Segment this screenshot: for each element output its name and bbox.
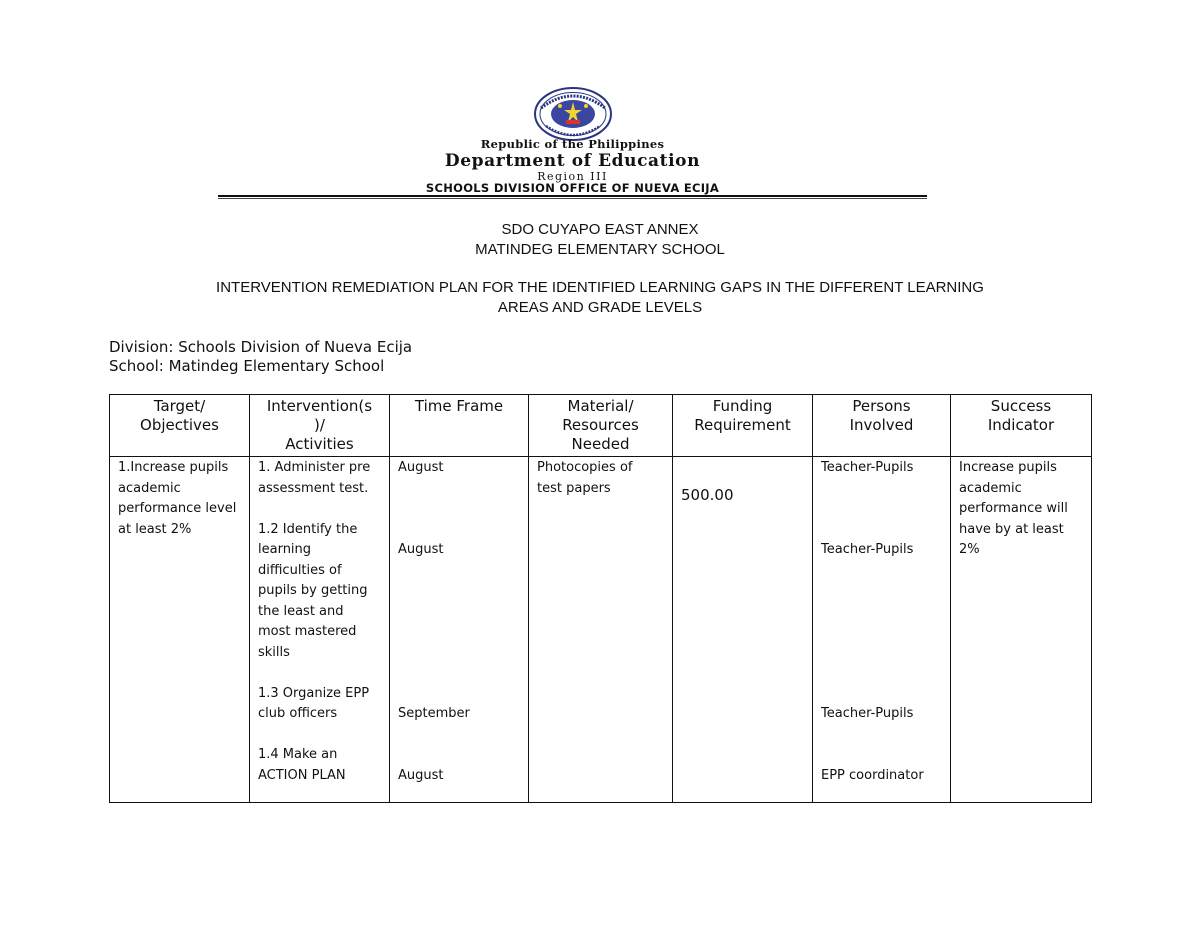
cell-activities [250, 457, 390, 803]
header-persons-involved: Persons Involved [813, 395, 951, 457]
cell-objective: 1.Increase pupils academic performance level at least 2% [110, 457, 250, 803]
intervention-plan-table [109, 394, 1092, 803]
header-success-indicator: Success Indicator [951, 395, 1092, 457]
letterhead-department: Department of Education [444, 151, 701, 171]
plan-title-line-2: AREAS AND GRADE LEVELS [497, 299, 703, 316]
cell-success-indicator: Increase pupils academic performance will have by at least 2% [951, 457, 1092, 803]
deped-seal-icon [532, 86, 614, 142]
division-info: Division: Schools Division of Nueva Ecija [109, 338, 413, 356]
letterhead-office: SCHOOLS DIVISION OFFICE OF NUEVA ECIJA [425, 181, 720, 195]
funding-amount: 500.00 [681, 486, 734, 504]
letterhead-republic: Republic of the Philippines [480, 137, 665, 151]
letterhead-divider [218, 195, 927, 197]
district-name: SDO CUYAPO EAST ANNEX [501, 221, 699, 238]
header-target-objectives: Target/ Objectives [110, 395, 250, 457]
activity-3: 1.3 Organize EPP club officers [258, 685, 370, 721]
header-interventions: Intervention(s )/ Activities [250, 395, 390, 457]
plan-title-line-1: INTERVENTION REMEDIATION PLAN FOR THE IDENTIFIED LEARNING GAPS IN THE DIFFERENT LEARNING [216, 279, 984, 296]
cell-persons: Teacher-Pupils Teacher-Pupils Teacher-Pupils EPP coordinator [813, 457, 951, 803]
cell-materials: Photocopies of test papers [529, 457, 673, 803]
cell-time-frame: August August September August [390, 457, 529, 803]
activity-4: 1.4 Make an ACTION PLAN [258, 747, 346, 783]
header-time-frame: Time Frame [390, 395, 529, 457]
school-info: School: Matindeg Elementary School [109, 357, 385, 375]
letterhead-divider-thin [218, 198, 927, 199]
school-name: MATINDEG ELEMENTARY SCHOOL [475, 241, 725, 258]
activity-2: 1.2 Identify the learning difficulties of pupils by getting the least and most mastered skills [258, 521, 368, 660]
header-funding: Funding Requirement [673, 395, 813, 457]
header-materials: Material/ Resources Needed [529, 395, 673, 457]
letterhead-region: Region III [537, 170, 608, 183]
cell-funding [673, 457, 813, 803]
table-header-row [110, 395, 1092, 457]
table-row [110, 457, 1092, 803]
activity-1: 1. Administer pre assessment test. [258, 460, 371, 496]
